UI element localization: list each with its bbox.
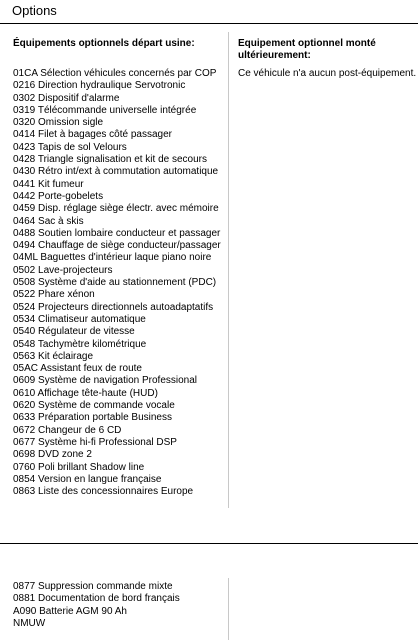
options-header: [0, 0, 418, 24]
option-item: 0540 Régulateur de vitesse: [13, 326, 135, 338]
option-item: 0877 Suppression commande mixte: [13, 581, 173, 592]
option-item: 0563 Kit éclairage: [13, 350, 94, 362]
factory-options-section: [13, 38, 223, 498]
option-item: A090 Batterie AGM 90 Ah: [13, 605, 127, 617]
option-item: 0633 Préparation portable Business: [13, 412, 172, 424]
factory-options-continued-list: [13, 581, 223, 630]
later-options-heading: Equipement optionnel monté ultérieurement:: [238, 38, 376, 61]
option-item: 05AC Assistant feux de route: [13, 363, 142, 375]
option-item: 0610 Affichage tête-haute (HUD): [13, 387, 158, 399]
later-options-text: Ce véhicule n'a aucun post-équipement.: [238, 68, 417, 79]
option-item: 0494 Chauffage de siège conducteur/passager: [13, 240, 221, 252]
option-item: 0677 Système hi-fi Professional DSP: [13, 436, 177, 448]
option-item: 01CA Sélection véhicules concernés par COP: [13, 68, 217, 79]
factory-options-continued-section: [13, 581, 223, 630]
option-item: 0548 Tachymètre kilométrique: [13, 338, 147, 350]
option-item: 0464 Sac à skis: [13, 215, 84, 227]
column-divider-lower: [228, 578, 229, 640]
option-item: 0488 Soutien lombaire conducteur et passager: [13, 227, 221, 239]
option-item: 0441 Kit fumeur: [13, 178, 84, 190]
option-item: 0428 Triangle signalisation et kit de secours: [13, 154, 208, 166]
option-item: 0524 Projecteurs directionnels autoadaptatifs: [13, 301, 214, 313]
option-item: 0430 Rétro int/ext à commutation automatique: [13, 166, 219, 178]
page-separator: [0, 543, 418, 544]
option-item: 0698 DVD zone 2: [13, 449, 92, 461]
option-item: 0620 Système de commande vocale: [13, 400, 175, 412]
option-item: 0863 Liste des concessionnaires Europe: [13, 486, 194, 498]
factory-options-list: [13, 68, 223, 498]
option-item: 0216 Direction hydraulique Servotronic: [13, 80, 186, 92]
page-title: Options: [12, 3, 57, 18]
option-item: 0672 Changeur de 6 CD: [13, 424, 122, 436]
option-item: 0459 Disp. réglage siège électr. avec mémoire: [13, 203, 219, 215]
factory-options-heading: Équipements optionnels départ usine:: [13, 38, 195, 49]
option-item: 0414 Filet à bagages côté passager: [13, 129, 172, 141]
option-item: 0522 Phare xénon: [13, 289, 95, 301]
later-options-section: [238, 38, 417, 80]
option-item: 0534 Climatiseur automatique: [13, 313, 146, 325]
option-item: 0609 Système de navigation Professional: [13, 375, 198, 387]
option-item: 0502 Lave-projecteurs: [13, 264, 113, 276]
option-item: NMUW: [13, 617, 46, 629]
option-item: 0508 Système d'aide au stationnement (PDC): [13, 277, 217, 289]
option-item: 0881 Documentation de bord français: [13, 593, 180, 605]
option-item: 0442 Porte-gobelets: [13, 190, 104, 202]
option-item: 0760 Poli brillant Shadow line: [13, 461, 145, 473]
option-item: 0854 Version en langue française: [13, 473, 162, 485]
option-item: 04ML Baguettes d'intérieur laque piano noire: [13, 252, 212, 264]
option-item: 0302 Dispositif d'alarme: [13, 92, 120, 104]
column-divider: [228, 32, 229, 508]
option-item: 0423 Tapis de sol Velours: [13, 141, 127, 153]
option-item: 0319 Télécommande universelle intégrée: [13, 104, 197, 116]
option-item: 0320 Omission sigle: [13, 117, 104, 129]
